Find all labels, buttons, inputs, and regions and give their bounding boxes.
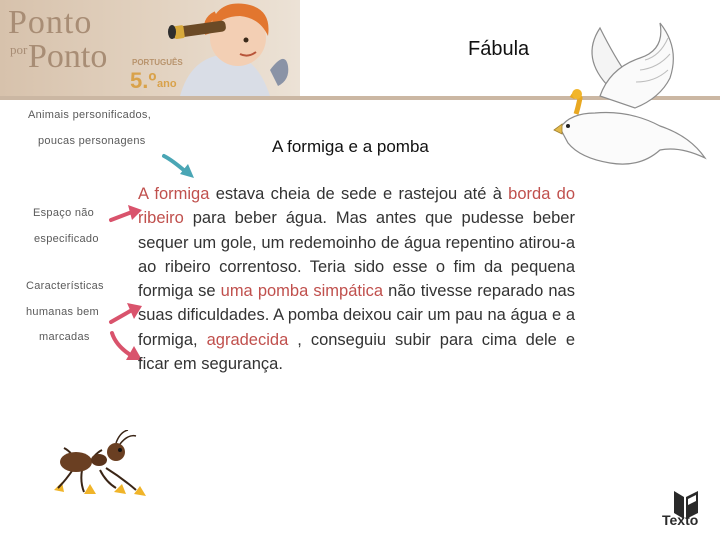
- note-traits-line1: Características: [26, 280, 104, 292]
- story-segment: para beber água. Mas antes que pudesse beber sequer um gole, um redemoinho de água repentino atirou-a ao ribeiro correntoso. Teria sido esse o fim da pequena formiga se: [138, 209, 575, 301]
- logo-grade-suffix: ano: [157, 78, 177, 90]
- section-title: Fábula: [468, 38, 530, 60]
- story-segment-grateful: agradecida: [206, 330, 289, 349]
- kid-telescope-illustration: [160, 0, 310, 96]
- story-segment-dove: uma pomba simpática: [220, 282, 384, 301]
- note-space-line1: Espaço não: [33, 207, 95, 219]
- logo-por: por: [10, 42, 28, 57]
- story-segment: estava cheia de sede e rastejou até à: [215, 185, 509, 203]
- note-characters-line1: Animais personificados,: [28, 109, 152, 121]
- story-title: A formiga e a pomba: [272, 137, 429, 156]
- ant-illustration: [44, 430, 154, 502]
- story-segment: não tivesse reparado nas suas dificuldades. A pomba deixou cair um pau na água e a formiga,: [138, 282, 575, 349]
- story-segment: , conseguiu subir para cima dele e ficar em segurança.: [138, 330, 575, 374]
- story-segment-riverbank: borda do ribeiro: [138, 185, 576, 228]
- logo-ponto-bottom: Ponto: [28, 38, 108, 75]
- logo-ponto-top: Ponto: [8, 4, 93, 41]
- dove-illustration: [540, 18, 710, 198]
- note-traits-line3: marcadas: [39, 331, 90, 343]
- logo-subject: PORTUGUÊS: [132, 58, 183, 67]
- note-traits-line2: humanas bem: [26, 306, 100, 318]
- story-text: [138, 182, 575, 376]
- story-segment-ant: A formiga: [138, 185, 210, 203]
- arrow-characters-icon: [160, 150, 200, 184]
- note-characters-line2: poucas personagens: [38, 135, 146, 147]
- note-space-line2: especificado: [34, 233, 99, 245]
- logo-grade: 5.º: [130, 68, 157, 93]
- publisher-label: Texto: [662, 512, 699, 528]
